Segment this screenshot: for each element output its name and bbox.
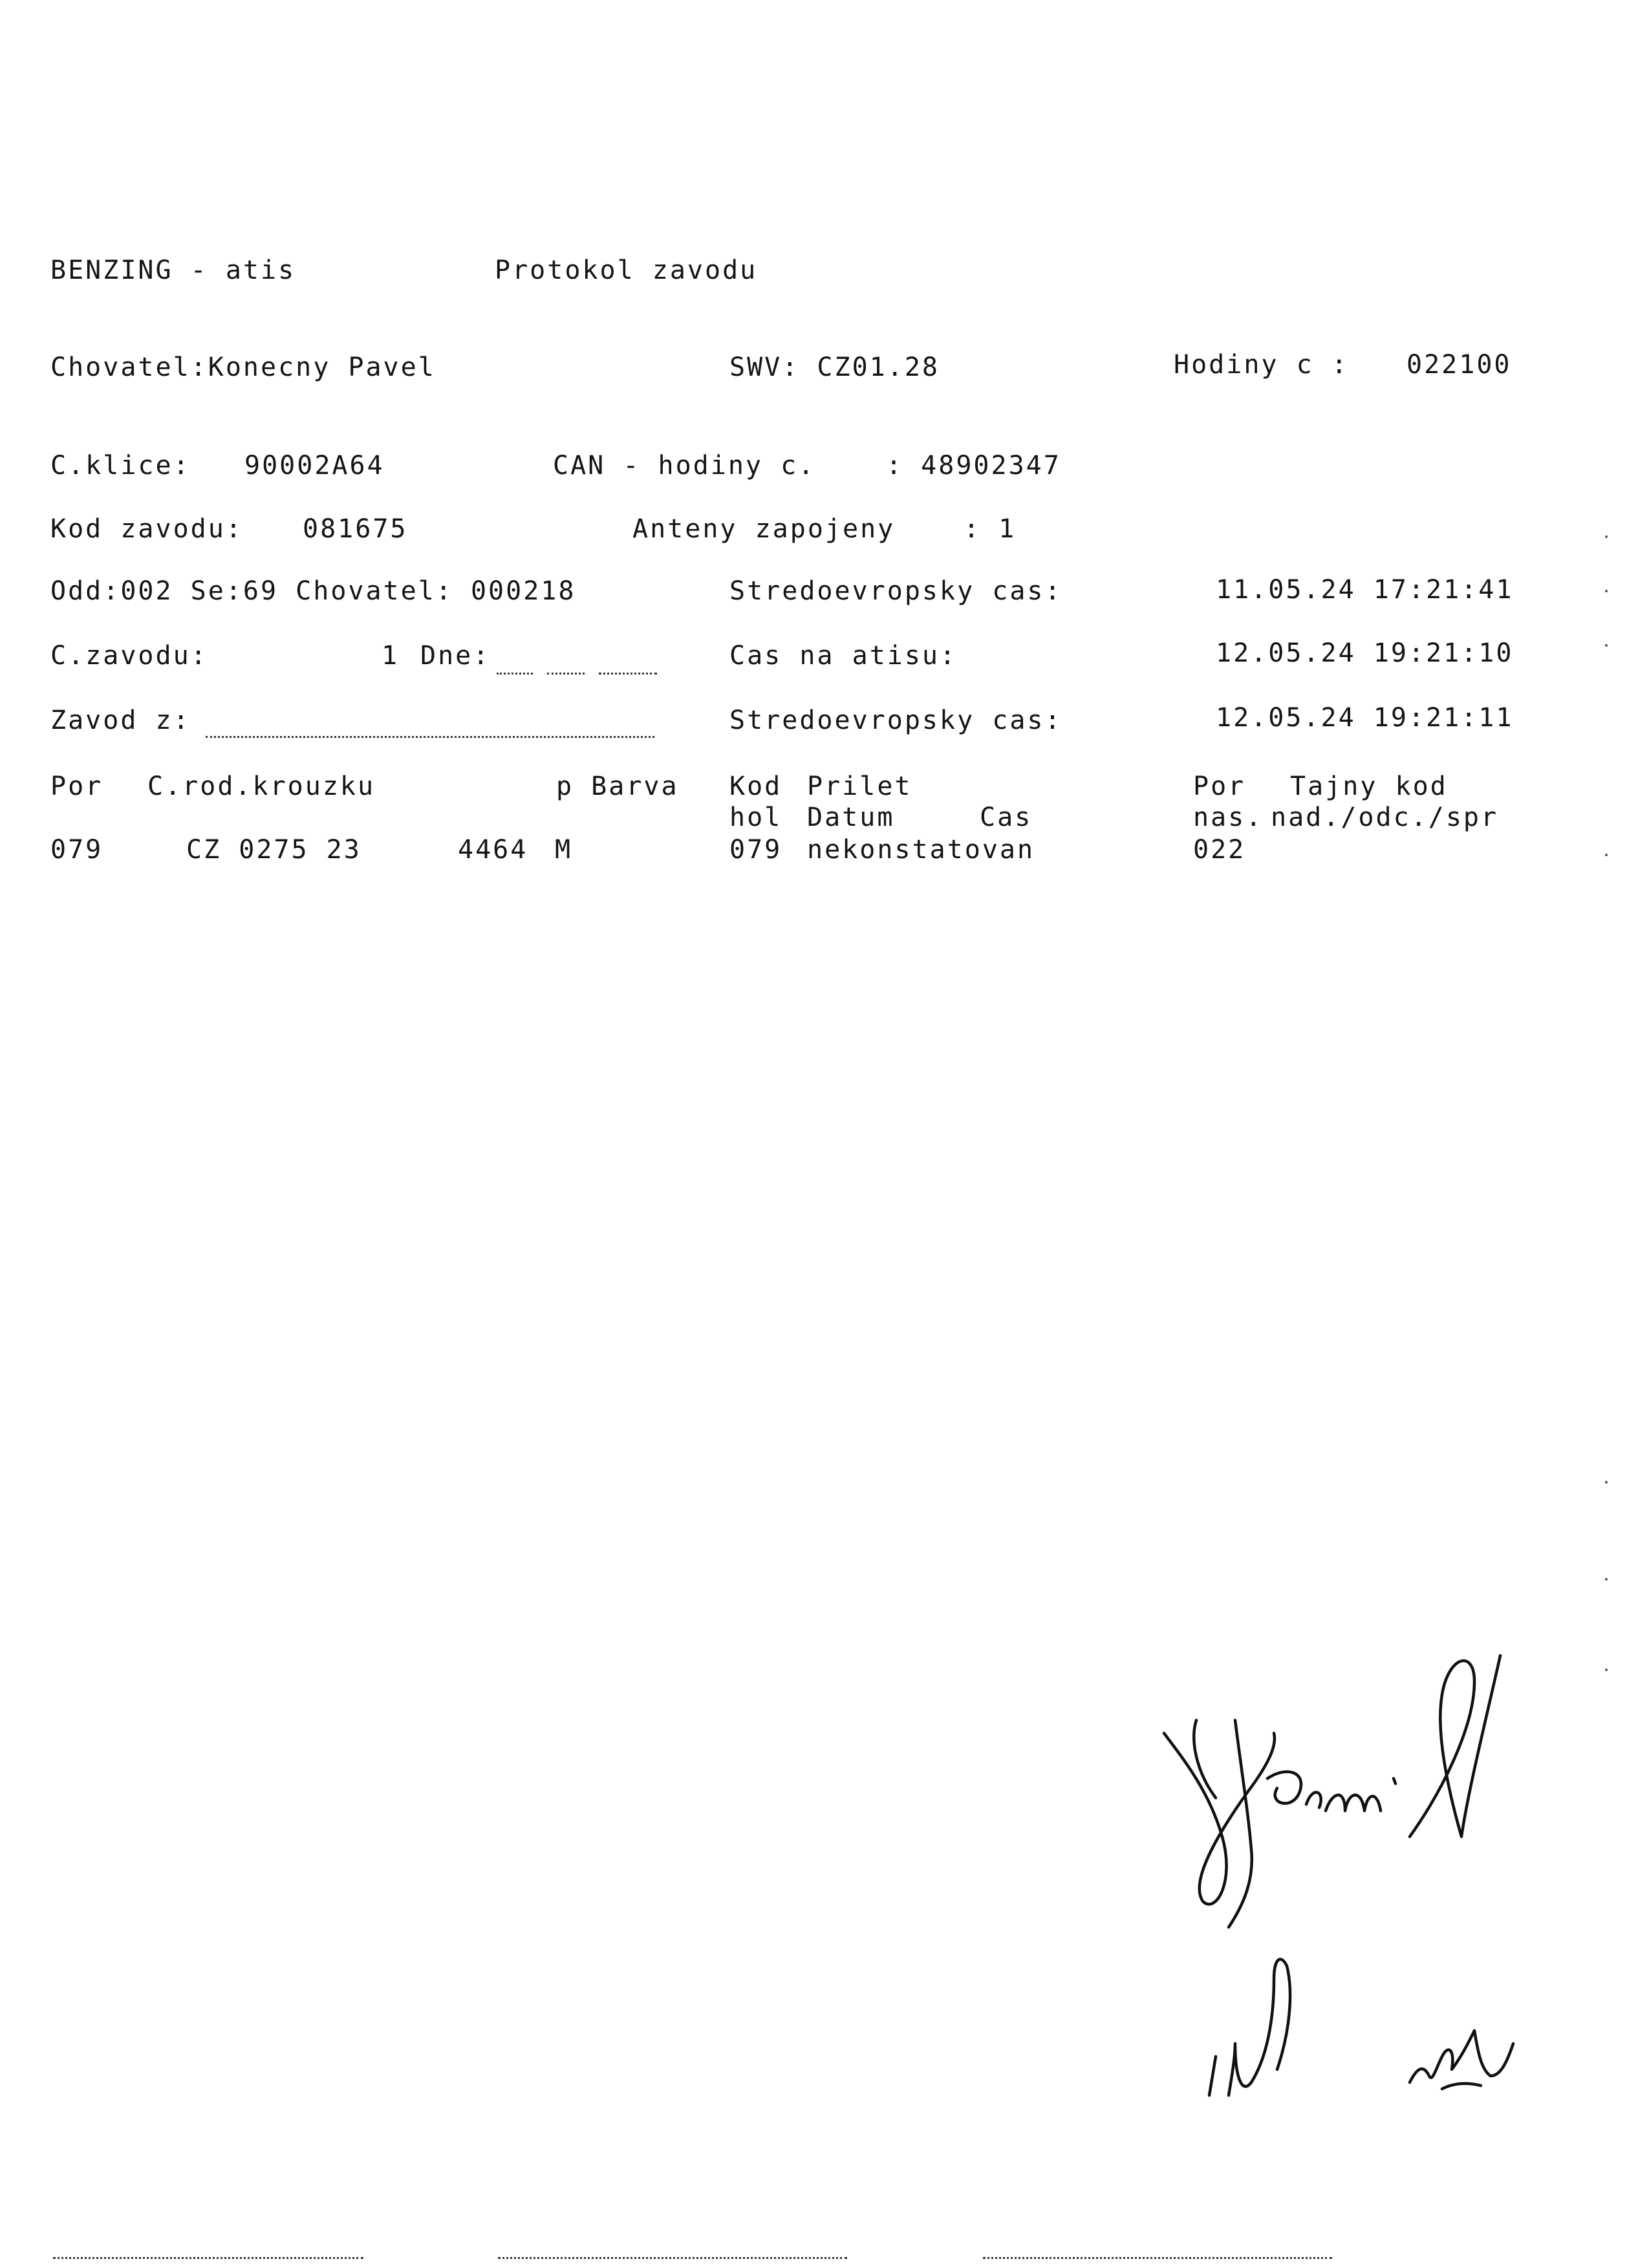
header-nas: nas. <box>1193 803 1264 832</box>
row-ring: CZ 0275 23 <box>186 835 361 865</box>
day-label: Dne: <box>420 641 491 671</box>
antennas-label: Anteny zapojeny <box>632 514 896 544</box>
header-hol: hol <box>729 803 782 832</box>
handwritten-signature <box>1138 1630 1565 2134</box>
scan-speck <box>1605 644 1608 647</box>
race-from-blank <box>206 717 654 740</box>
row-kod: 079 <box>729 835 782 865</box>
row-por-nas: 022 <box>1193 835 1246 865</box>
header-por-2: Por <box>1193 772 1246 801</box>
race-number-value: 1 <box>382 641 400 671</box>
cet-value-1: 11.05.24 17:21:41 <box>1216 575 1514 605</box>
day-blank-dd <box>497 653 533 675</box>
header-prilet: Prilet <box>807 772 912 801</box>
key-value: 90002A64 <box>244 451 385 481</box>
atis-time-label: Cas na atisu: <box>729 641 958 671</box>
header-cas: Cas <box>980 803 1033 832</box>
row-sex: M <box>555 835 573 865</box>
scan-speck <box>1605 590 1608 592</box>
scan-speck <box>1605 854 1608 856</box>
row-status: nekonstatovan <box>807 835 1035 865</box>
header-p-barva: p Barva <box>556 772 679 801</box>
header-ring: C.rod.krouzku <box>147 772 376 801</box>
signature-line-2 <box>498 2257 847 2259</box>
row-ring-number: 4464 <box>458 835 528 865</box>
race-from-label: Zavod z: <box>50 706 191 735</box>
cet-label-1: Stredoevropsky cas: <box>729 576 1062 606</box>
scan-speck <box>1605 1578 1608 1581</box>
scan-speck <box>1605 1669 1608 1671</box>
can-clock-value: : 48902347 <box>886 451 1061 481</box>
cet-label-2: Stredoevropsky cas: <box>729 706 1062 735</box>
key-label: C.klice: <box>50 451 191 481</box>
clock-number: 022100 <box>1406 350 1512 380</box>
header-kod: Kod <box>729 772 782 801</box>
header-datum: Datum <box>807 803 895 832</box>
breeder-name: Chovatel:Konecny Pavel <box>50 352 436 382</box>
atis-time-value: 12.05.24 19:21:10 <box>1216 638 1514 668</box>
software-version: SWV: CZ01.28 <box>729 352 940 382</box>
row-por: 079 <box>50 835 103 865</box>
section-info: Odd:002 Se:69 Chovatel: 000218 <box>50 576 576 606</box>
document-title: Protokol zavodu <box>495 255 758 285</box>
signature-line-3 <box>983 2257 1332 2259</box>
race-code-value: 081675 <box>303 514 408 544</box>
signature-line-1 <box>53 2257 363 2259</box>
scan-speck <box>1605 1481 1608 1484</box>
scan-speck <box>1605 535 1608 538</box>
antennas-value: : 1 <box>964 514 1017 544</box>
header-tajny-kod: Tajny kod <box>1290 772 1448 801</box>
day-blank-yy <box>599 653 657 675</box>
can-clock-label: CAN - hodiny c. <box>553 451 816 481</box>
day-blank-mm <box>547 653 585 675</box>
header-por: Por <box>50 772 103 801</box>
header-nad-odc-spr: nad./odc./spr <box>1271 803 1499 832</box>
brand-name: BENZING - atis <box>50 255 296 285</box>
race-code-label: Kod zavodu: <box>50 514 243 544</box>
day-blank <box>497 653 657 677</box>
race-number-label: C.zavodu: <box>50 641 208 671</box>
clock-label: Hodiny c : <box>1174 350 1349 380</box>
cet-value-2: 12.05.24 19:21:11 <box>1216 703 1514 733</box>
